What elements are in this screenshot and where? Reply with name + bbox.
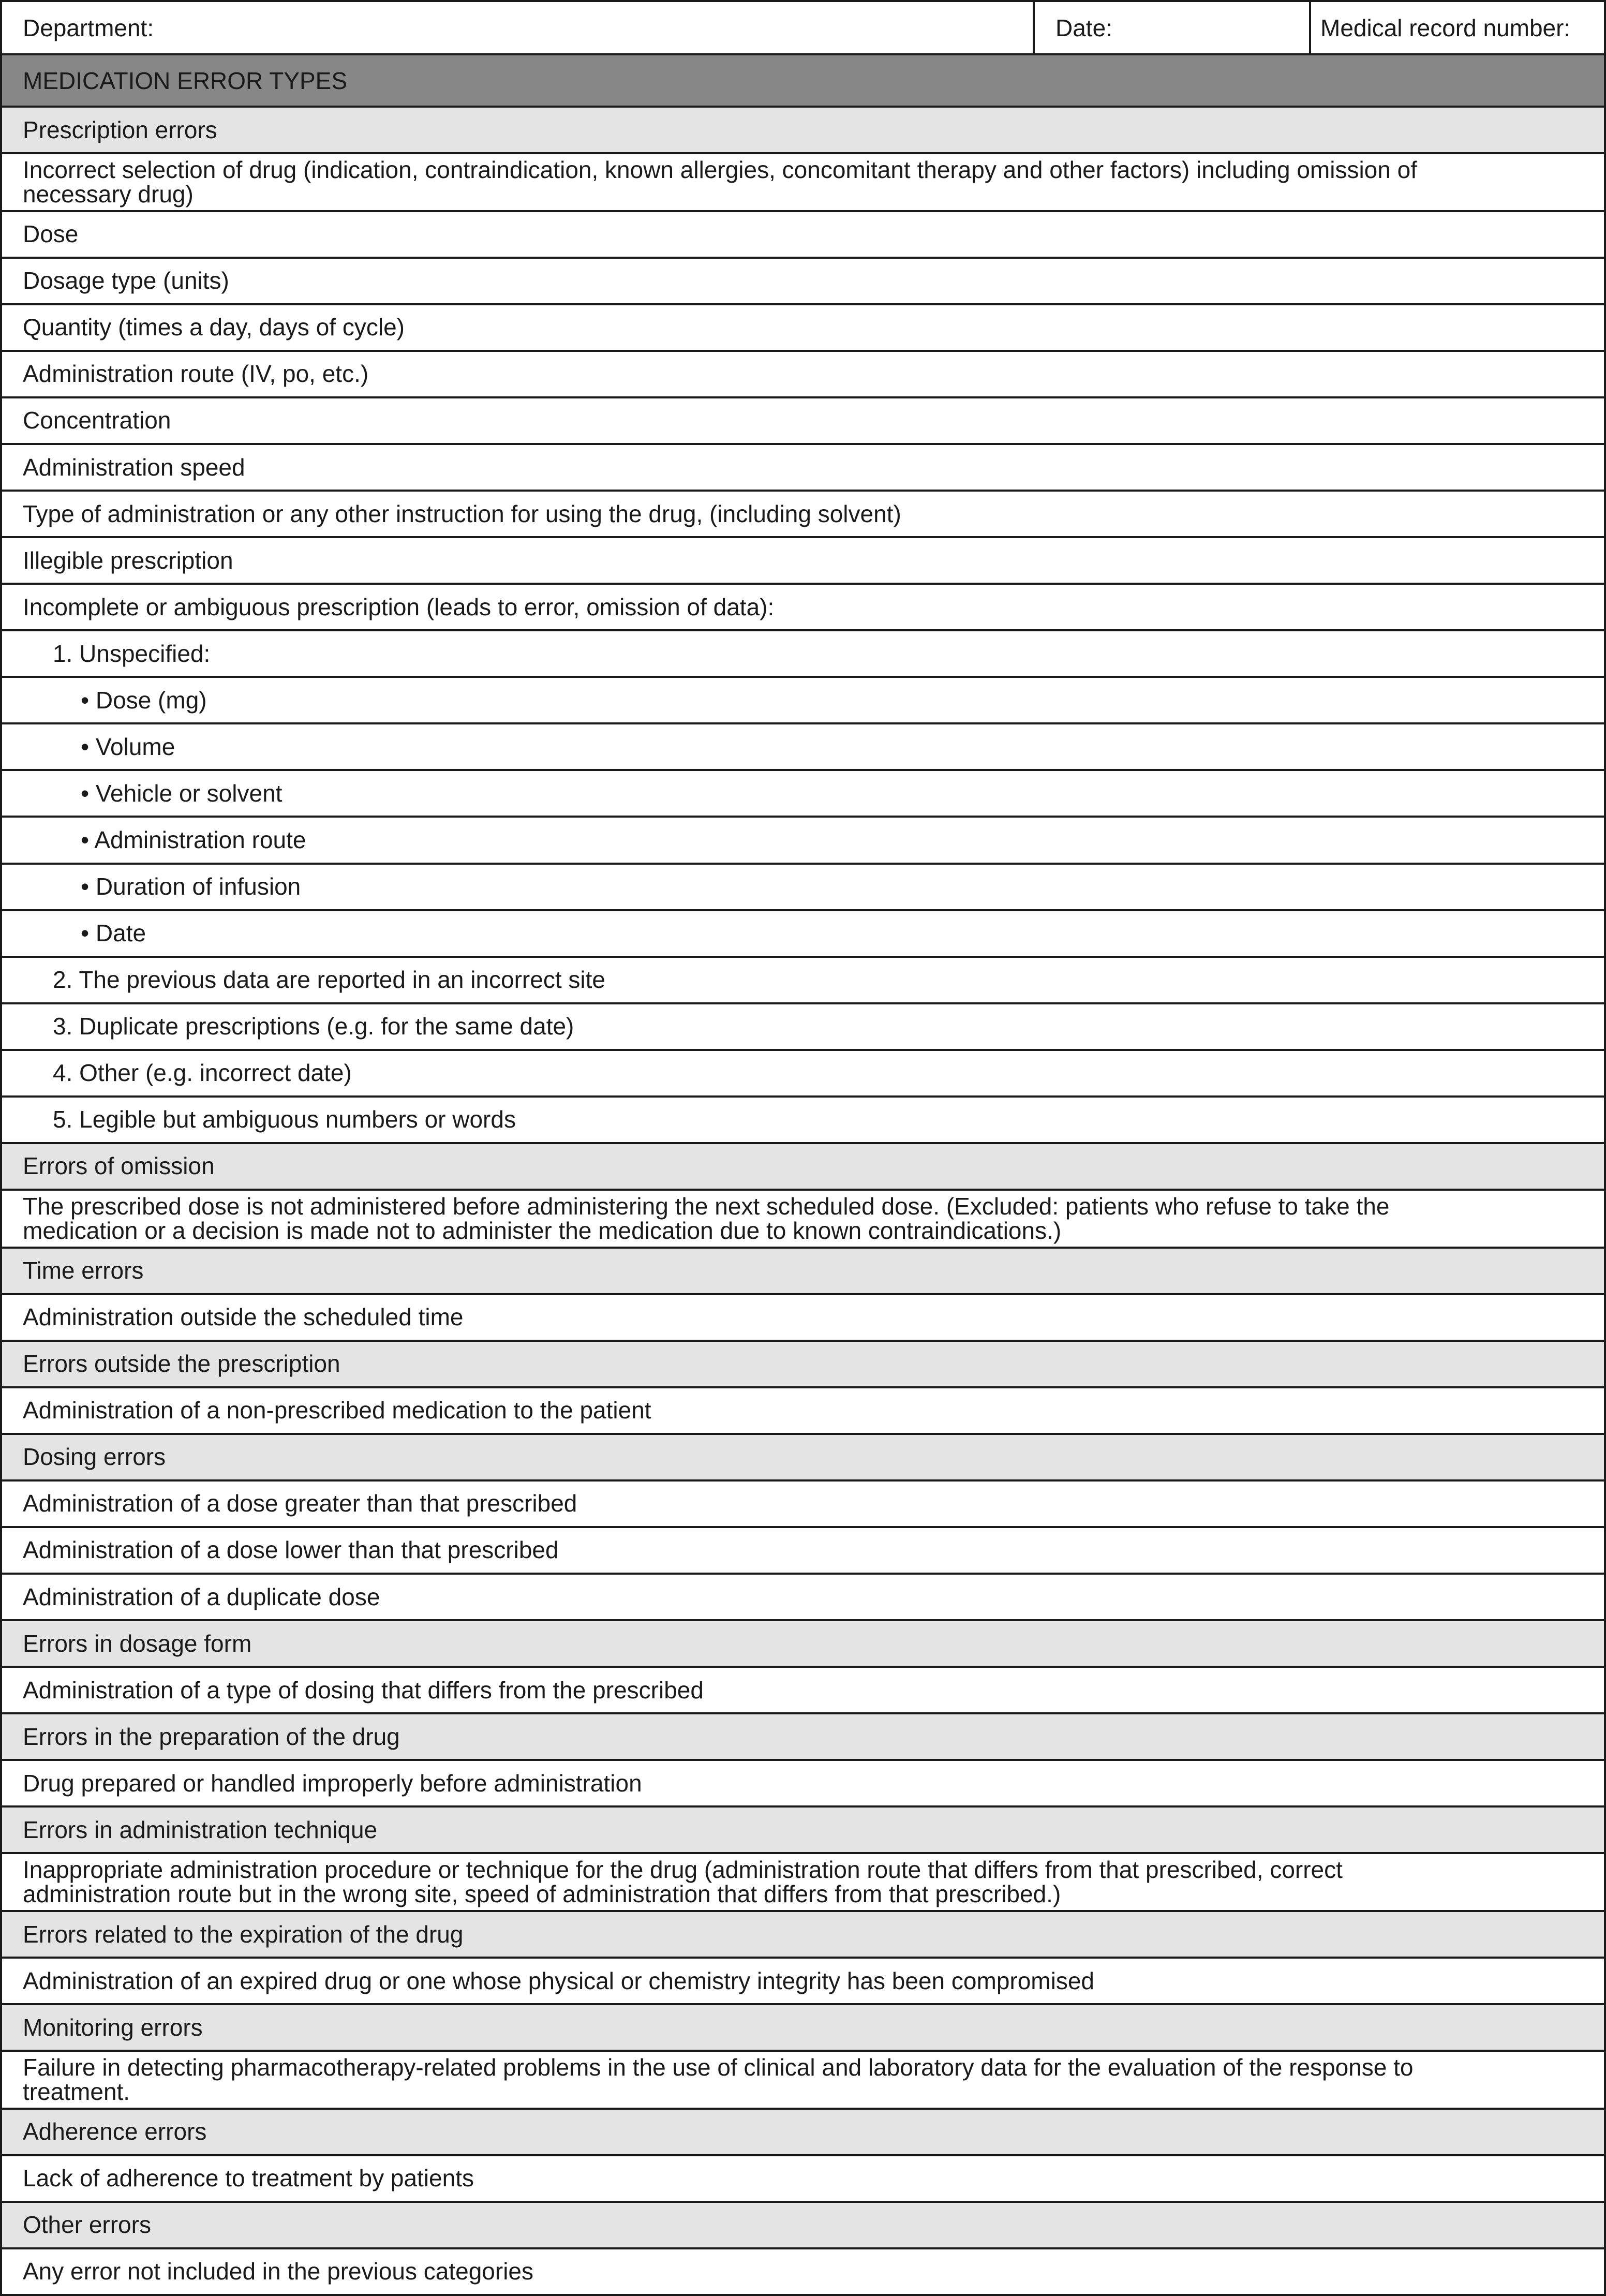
row-label: Incorrect selection of drug (indication, contraindication, known allergies, concomitant therapy and other factors) including omission of necessary drug) [23, 156, 1417, 208]
table-row [2, 1528, 1604, 1575]
table-row [2, 1854, 1604, 1912]
medical-record-field[interactable] [1311, 2, 1604, 53]
row-label: Administration of an expired drug or one whose physical or chemistry integrity has been compromised [23, 1967, 1095, 1994]
table-row [2, 352, 1604, 398]
table-row [2, 492, 1604, 538]
row-label: • Administration route [81, 826, 306, 854]
table-row [2, 631, 1604, 678]
table-row [2, 1004, 1604, 1051]
row-label: • Dose (mg) [81, 686, 207, 714]
row-label: Incomplete or ambiguous prescription (leads to error, omission of data): [23, 593, 775, 620]
category-label: Other errors [23, 2211, 151, 2239]
row-label: Administration of a duplicate dose [23, 1583, 380, 1610]
row-label: Administration outside the scheduled time [23, 1303, 464, 1331]
category-row [2, 1435, 1604, 1482]
category-label: Errors in administration technique [23, 1816, 378, 1843]
row-label: Administration of a dose lower than that prescribed [23, 1536, 559, 1564]
category-label: Errors related to the expiration of the drug [23, 1920, 464, 1948]
table-row [2, 2249, 1604, 2294]
category-label: Dosing errors [23, 1443, 166, 1471]
row-label: • Vehicle or solvent [81, 779, 282, 807]
error-types-list [2, 108, 1604, 2294]
table-row [2, 865, 1604, 911]
table-row [2, 1959, 1604, 2005]
table-row [2, 1295, 1604, 1342]
row-label: Drug prepared or handled improperly before administration [23, 1769, 642, 1797]
row-label: The prescribed dose is not administered before administering the next scheduled dose. (Excluded: patients who refuse to take the medication or a decision is made not to administer the medication due to known contraindications.) [23, 1192, 1390, 1244]
table-row [2, 1388, 1604, 1435]
category-label: Errors in dosage form [23, 1630, 252, 1657]
row-label: Concentration [23, 407, 171, 434]
category-row [2, 108, 1604, 154]
category-row [2, 1808, 1604, 1854]
table-row [2, 958, 1604, 1004]
row-label: Administration of a dose greater than that prescribed [23, 1490, 577, 1517]
table-row [2, 154, 1604, 212]
table-row [2, 678, 1604, 724]
category-label: Errors outside the prescription [23, 1350, 340, 1377]
category-label: Errors in the preparation of the drug [23, 1723, 400, 1750]
table-row [2, 1761, 1604, 1808]
row-label: Quantity (times a day, days of cycle) [23, 314, 405, 341]
date-field[interactable] [1035, 2, 1311, 53]
category-row [2, 2110, 1604, 2156]
table-title [2, 55, 1604, 108]
table-row [2, 585, 1604, 631]
table-row [2, 538, 1604, 585]
category-row [2, 1342, 1604, 1388]
row-label: Dose [23, 220, 79, 248]
category-row [2, 2203, 1604, 2249]
table-row [2, 2052, 1604, 2110]
row-label: 4. Other (e.g. incorrect date) [53, 1059, 352, 1087]
row-label: • Volume [81, 733, 175, 760]
table-row [2, 771, 1604, 818]
row-label: Inappropriate administration procedure or technique for the drug (administration route that differs from that prescribed, correct administration route but in the wrong site, speed of administration that differs from that prescribed.) [23, 1856, 1343, 1908]
category-row [2, 2005, 1604, 2052]
table-row [2, 1482, 1604, 1528]
category-row [2, 1714, 1604, 1761]
row-label: Administration route (IV, po, etc.) [23, 360, 369, 388]
row-label: Failure in detecting pharmacotherapy-related problems in the use of clinical and laboratory data for the evaluation of the response to treatment. [23, 2053, 1414, 2105]
category-row [2, 1912, 1604, 1959]
category-label: Time errors [23, 1257, 144, 1284]
row-label: Administration of a type of dosing that differs from the prescribed [23, 1676, 704, 1704]
category-row [2, 1621, 1604, 1668]
table-row [2, 445, 1604, 492]
row-label: Dosage type (units) [23, 267, 229, 294]
row-label: Type of administration or any other instruction for using the drug, (including solvent) [23, 500, 901, 527]
category-row [2, 1249, 1604, 1295]
row-label: • Duration of infusion [81, 873, 301, 900]
row-label: 3. Duplicate prescriptions (e.g. for the same date) [53, 1013, 574, 1040]
row-label: Any error not included in the previous categories [23, 2258, 534, 2285]
table-row [2, 212, 1604, 259]
row-label: Lack of adherence to treatment by patients [23, 2165, 474, 2192]
row-label: 5. Legible but ambiguous numbers or words [53, 1106, 516, 1133]
category-label: Prescription errors [23, 116, 217, 143]
category-label: Monitoring errors [23, 2013, 203, 2041]
table-row [2, 724, 1604, 771]
table-row [2, 911, 1604, 958]
date-label: Date: [1055, 14, 1112, 41]
category-label: Adherence errors [23, 2118, 207, 2145]
medical-record-label: Medical record number: [1320, 14, 1571, 41]
table-row [2, 818, 1604, 864]
table-title-text: MEDICATION ERROR TYPES [23, 67, 348, 94]
table-row [2, 1051, 1604, 1098]
table-row [2, 1098, 1604, 1144]
table-row [2, 1668, 1604, 1714]
table-row [2, 2156, 1604, 2203]
table-row [2, 305, 1604, 352]
row-label: Administration of a non-prescribed medication to the patient [23, 1397, 651, 1424]
row-label: Administration speed [23, 453, 245, 481]
department-field[interactable] [2, 2, 1035, 53]
row-label: • Date [81, 920, 146, 947]
row-label: 2. The previous data are reported in an incorrect site [53, 966, 605, 994]
table-row [2, 259, 1604, 305]
table-row [2, 1191, 1604, 1249]
table-row [2, 398, 1604, 445]
form-header-row [2, 2, 1604, 55]
department-label: Department: [23, 14, 154, 41]
category-label: Errors of omission [23, 1152, 215, 1180]
category-row [2, 1144, 1604, 1191]
row-label: 1. Unspecified: [53, 640, 211, 667]
table-row [2, 1575, 1604, 1621]
row-label: Illegible prescription [23, 546, 233, 574]
